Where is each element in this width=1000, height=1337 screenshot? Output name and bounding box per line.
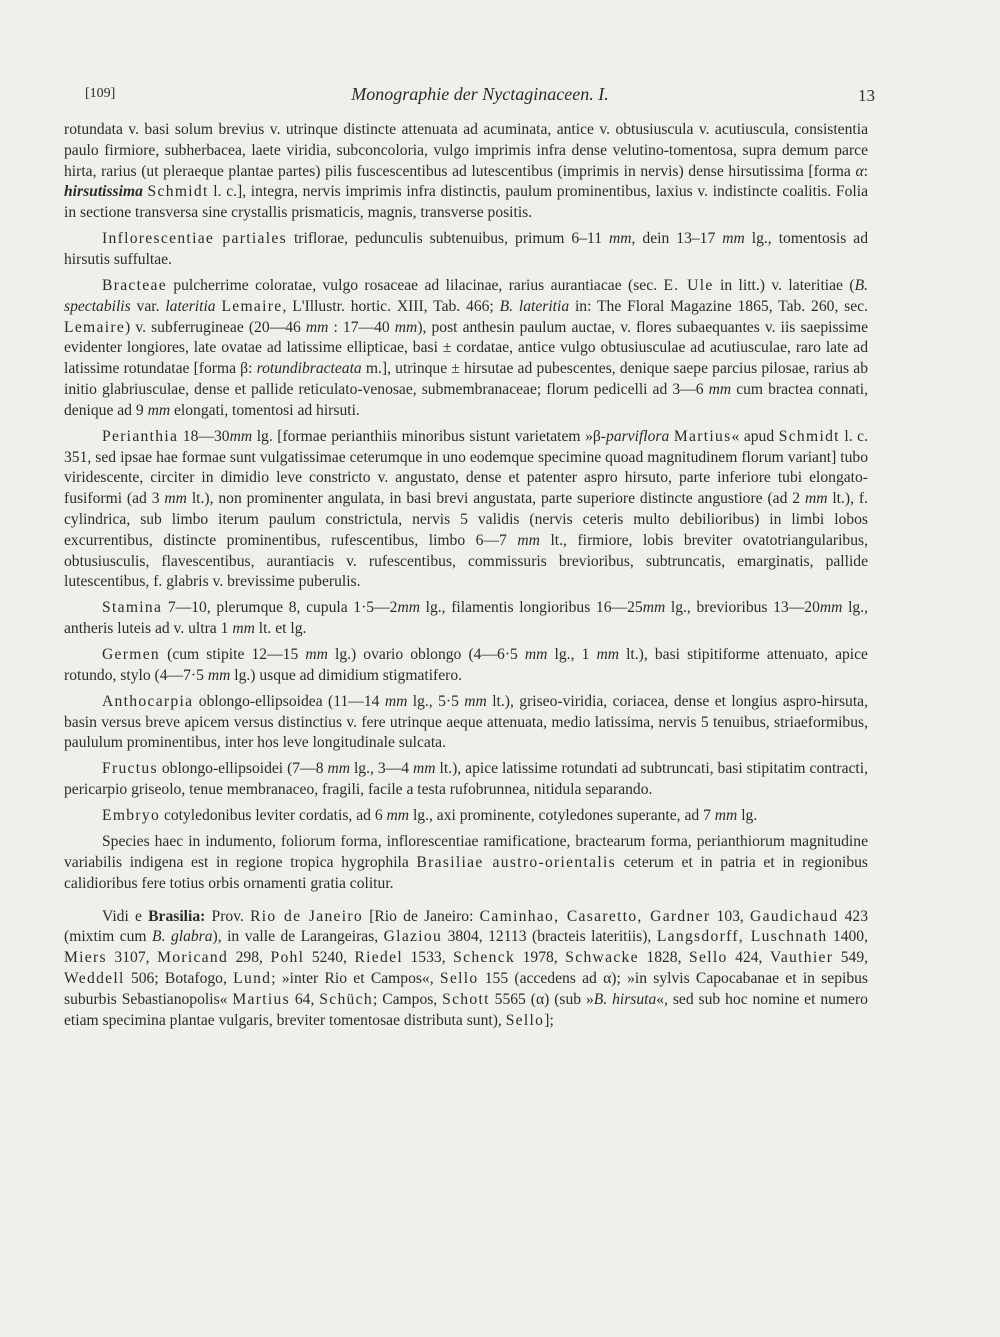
collector-name: Sello xyxy=(439,969,479,987)
collector-name: Langsdorff, Luschnath xyxy=(656,928,828,946)
unit: mm xyxy=(413,760,436,778)
text-run: 424, xyxy=(727,949,770,967)
collector-name: Schüch xyxy=(319,990,373,1008)
author-name: Schmidt xyxy=(147,183,209,201)
running-title: Monographie der Nyctaginaceen. I. xyxy=(351,84,609,104)
text-run: lt.), non prominenter angulata, in basi brevi angustata, parte superiore distincte angustiore (ad 2 xyxy=(186,490,805,508)
text-run: ), post anthesin paulum auctae, v. flores subaequantes v. iis saepissime evidenter longiores, late ovatae ad latissime ellipticae, basi ± cordatae, antice vulgo obtusiusculae ad acutiusculae, raro late ad latissime rotundatae [forma β: xyxy=(64,318,869,378)
text-run: 298, xyxy=(228,949,271,967)
text-run: Species haec in indumento, foliorum forma, inflorescentiae ramificatione, bractearum forma, perianthiorum magnitudine variabilis indigena est in regione tropica hygrophila xyxy=(64,833,868,871)
unit: mm xyxy=(524,646,548,664)
unit: mm xyxy=(596,646,619,664)
region-name: Brasiliae austro-orientalis xyxy=(416,853,616,871)
text-run: 3107, xyxy=(106,949,158,967)
text-run: rotundata v. basi solum brevius v. utrinque distincte attenuata ad acuminata, antice v. obtusiuscula v. acutiuscula, consistentia paulo firmiore, subherbacea, laete viridia, subconcoloria, vulgo imprimis infra dense velutino-tomentosa, supra demum parce hirta, rarius (ut pleraeque plantae partes) pilis fuscescentibus ad lutescentibus (imprimis in nervis) dense hirsutissima [forma xyxy=(64,121,868,180)
collector-name: Schenck xyxy=(453,949,516,967)
text-run: lg.) usque ad dimidium stigmatifero. xyxy=(230,666,463,684)
text-run: 3804, 12113 (bracteis lateritiis), xyxy=(442,928,657,946)
collector-name: Caminhao, Casaretto, Gardner xyxy=(479,907,711,925)
text-run: , L'Illustr. hortic. XIII, Tab. 466; xyxy=(282,297,500,315)
text-run: oblongo-ellipsoidei (7—8 xyxy=(157,760,328,778)
text-run: 7—10, plerumque 8, cupula 1·5—2 xyxy=(162,599,398,617)
text-run: «, sed sub hoc nomine et numero etiam specimina plantae vulgaris, breviter tomentosae distributa sunt), xyxy=(64,990,868,1029)
text-run: ), in valle de Larangeiras, xyxy=(212,928,384,946)
text-run: 1828, xyxy=(638,949,690,967)
text-run: 155 (accedens ad α); »in sylvis Capocabanae et in sepibus suburbis Sebastianopolis« xyxy=(64,969,869,1008)
paragraph-fruit xyxy=(64,759,868,801)
collector-name: Schott xyxy=(442,990,490,1008)
author-name: Lemaire xyxy=(221,297,283,315)
text-run: ; Campos, xyxy=(372,990,443,1008)
collector-name: Lund xyxy=(233,969,272,987)
text-run: (cum stipite 12—15 xyxy=(160,646,306,664)
unit: mm xyxy=(327,760,350,778)
unit: mm xyxy=(464,692,487,710)
text-run: lt., firmiore, lobis breviter ovatotriangularibus, obtusiusculis, flavescentibus, aurantiacis v. rufescentibus, commissuris brevioribus, subtruncatis, emarginatis, pallide lutescentibus, f. glabris v. brevissime puberulis. xyxy=(64,531,868,591)
text-run: ]; xyxy=(544,1011,554,1029)
paragraph-stamens xyxy=(64,598,868,640)
page-number: 13 xyxy=(858,86,875,105)
text-run: [Rio de Janeiro: xyxy=(363,907,480,925)
author-name: E. Ule xyxy=(663,276,714,294)
unit: mm xyxy=(305,318,329,336)
text-run: : 17—40 xyxy=(328,318,395,336)
text-run: l. c. 351, sed ipsae hae formae sunt vulgatissimae ceterumque in uno eodemque specimine quoad magnitudinem florum variant] tubo viridescente, circiter in dimidio leve constricto v. angustato, dense et patenter aspro hirsuto, parte inferiore tubi elongato-fusiformi (ad 3 xyxy=(64,427,869,508)
unit: mm xyxy=(164,490,187,508)
text-run: lg.) ovario oblongo (4—6·5 xyxy=(327,646,525,664)
unit: mm xyxy=(819,599,843,617)
section-term: Germen xyxy=(102,646,161,664)
collector-name: Gaudichaud xyxy=(750,907,839,925)
body-text xyxy=(64,120,868,1037)
unit: mm xyxy=(609,230,632,248)
unit: mm xyxy=(708,380,732,398)
text-run: 5565 (α) (sub » xyxy=(489,990,594,1008)
collector-name: Martius xyxy=(232,990,290,1008)
unit: mm xyxy=(642,599,666,617)
text-run: lg. xyxy=(737,807,758,825)
section-term: Bracteae xyxy=(102,276,167,294)
text-run: ) v. subferrugineae (20—46 xyxy=(125,318,306,336)
text-run: lt.), basi stipitiforme attenuato, apice rotundo, stylo (4—7·5 xyxy=(64,646,868,684)
text-run: « apud xyxy=(731,427,779,445)
unit: mm xyxy=(232,620,255,638)
taxon-name: lateritia xyxy=(165,297,216,315)
unit: mm xyxy=(714,807,738,825)
text-run: 5240, xyxy=(304,949,355,967)
author-name: Martius xyxy=(673,427,732,445)
collector-name: Vauthier xyxy=(769,949,834,967)
collector-name: Pohl xyxy=(270,949,305,967)
text-run: Prov. xyxy=(205,907,251,925)
text-run: 506; Botafogo, xyxy=(124,969,234,987)
collector-name: Riedel xyxy=(354,949,403,967)
unit: mm xyxy=(804,490,828,508)
text-run: lg., axi prominente, cotyledones superante, ad 7 xyxy=(409,807,715,825)
text-run: lg., 3—4 xyxy=(350,760,414,778)
taxon-name: B. spectabilis xyxy=(64,276,869,315)
form-name: hirsutissima xyxy=(64,183,143,201)
text-run: lg., tomentosis ad hirsutis suffultae. xyxy=(64,230,868,268)
province-name: Rio de Janeiro xyxy=(250,907,363,925)
text-run: 1400, xyxy=(827,928,868,946)
paragraph-perianth xyxy=(64,427,868,593)
page-reference: [109] xyxy=(85,86,116,101)
collector-name: Schwacke xyxy=(565,949,639,967)
taxon-name: parviflora xyxy=(606,427,670,445)
collector-name: Sello xyxy=(505,1011,545,1029)
unit: mm xyxy=(207,666,231,684)
text-run: : xyxy=(863,162,868,180)
text-run: lg., 1 xyxy=(547,646,597,664)
running-header xyxy=(85,84,875,110)
unit: mm xyxy=(722,230,745,248)
section-term: Perianthia xyxy=(102,427,179,445)
text-run: in litt.) v. lateritiae ( xyxy=(713,276,855,294)
country-name: Brasilia: xyxy=(148,907,206,925)
taxon-name: B. lateritia xyxy=(499,297,570,315)
greek-letter: α xyxy=(855,162,864,180)
collector-name: Sello xyxy=(689,949,728,967)
section-term: Stamina xyxy=(102,599,163,617)
section-term: Embryo xyxy=(102,807,161,825)
paragraph-embryo xyxy=(64,806,868,827)
text-run: Vidi e xyxy=(102,907,149,925)
text-run: triflorae, pedunculis subtenuibus, primum 6–11 xyxy=(286,230,609,248)
author-name: Schmidt xyxy=(778,427,840,445)
unit: mm xyxy=(386,807,410,825)
paragraph-bracts xyxy=(64,276,868,422)
collector-name: Moricand xyxy=(157,949,229,967)
text-run: 1533, xyxy=(402,949,454,967)
taxon-name: B. hirsuta xyxy=(593,990,657,1008)
paragraph-anthocarp xyxy=(64,692,868,754)
text-run: lt. et lg. xyxy=(254,620,307,638)
paragraph-leaf-description xyxy=(64,120,868,224)
text-run: m.], utrinque ± hirsutae ad pubescentes, denique saepe parcius pilosae, rarius ab initio glabriusculae, dense et pallide reticulato-venosae, submembranaceae; florum pedicelli ad 3—6 xyxy=(64,360,868,398)
text-run: 18—30 xyxy=(178,427,230,445)
text-run: lg., antheris luteis ad v. ultra 1 xyxy=(64,599,869,638)
text-run: lg. [formae perianthiis minoribus sistunt varietatem »β- xyxy=(252,427,607,445)
text-run: oblongo-ellipsoidea (11—14 xyxy=(193,692,385,710)
text-run: lt.), f. cylindrica, sub limbo iterum paulum constrictula, nervis 5 validis (nervis ceteris multo debilioribus) in limbi lobos excurrentibus, distincte prominentibus, rufescentibus, limbo 6—7 xyxy=(64,490,868,549)
text-run: ; »inter Rio et Campos«, xyxy=(271,969,440,987)
unit: mm xyxy=(517,531,540,549)
section-term: Anthocarpia xyxy=(102,692,194,710)
text-run: cum bractea connati, denique ad 9 xyxy=(64,380,868,419)
text-run: var. xyxy=(130,297,166,315)
collector-name: Miers xyxy=(64,949,107,967)
unit: mm xyxy=(305,646,328,664)
section-term: Fructus xyxy=(102,760,158,778)
text-run: lt.), apice latissime rotundati ad subtruncati, basi stipitatim contracti, pericarpio griseolo, tenue membranaceo, fragili, facile a testa rufobrunnea, nitidula separando. xyxy=(64,760,868,799)
collector-name: Weddell xyxy=(64,969,125,987)
paragraph-inflorescence xyxy=(64,229,868,271)
text-run: 1978, xyxy=(515,949,566,967)
text-run: lt.), griseo-viridia, coriacea, dense et longius aspro-hirsuta, basin versus breve apicem versus distinctius v. fere utrinque aeque attenuata, medio latissima, nervis 5 tenuibus, striaeformibus, paululum prominentibus, inter hos leve longitudinale sulcata. xyxy=(64,692,869,752)
text-run: cotyledonibus leviter cordatis, ad 6 xyxy=(160,807,387,825)
text-run: lg., 5·5 xyxy=(407,692,465,710)
author-name: Lemaire xyxy=(64,318,126,336)
text-run: pulcherrime coloratae, vulgo rosaceae ad lilacinae, rarius aurantiacae (sec. xyxy=(166,276,664,294)
text-run: in: The Floral Magazine 1865, Tab. 260, sec. xyxy=(569,297,868,315)
paragraph-ovary xyxy=(64,645,868,687)
unit: mm xyxy=(397,599,420,617)
text-run: lg., filamentis longioribus 16—25 xyxy=(420,599,643,617)
text-run: elongati, tomentosi ad hirsuti. xyxy=(170,401,360,419)
taxon-name: B. glabra xyxy=(152,928,213,946)
text-run: ceterum et in patria et in regionibus calidioribus fere totius orbis ornamenti gratia colitur. xyxy=(64,853,868,892)
unit: mm xyxy=(147,401,171,419)
paragraph-specimens xyxy=(64,907,868,1032)
text-run: 549, xyxy=(833,949,869,967)
unit: mm xyxy=(394,318,418,336)
form-name: rotundibracteata xyxy=(256,360,362,378)
unit: mm xyxy=(384,692,408,710)
paragraph-distribution xyxy=(64,832,868,894)
unit: mm xyxy=(229,427,253,445)
text-run: 64, xyxy=(289,990,320,1008)
section-term: Inflorescentiae partiales xyxy=(102,230,287,248)
text-run: l. c.], integra, nervis imprimis infra distinctis, paulum prominentibus, laxius v. indistincte coalitis. Folia in sectione transversa sine crystallis prismaticis, magnis, transverse positis. xyxy=(64,183,868,222)
text-run: , dein 13–17 xyxy=(631,230,723,248)
text-run: 423 (mixtim cum xyxy=(64,907,868,946)
collector-name: Glaziou xyxy=(383,928,443,946)
text-run: lg., brevioribus 13—20 xyxy=(665,599,820,617)
text-run: 103, xyxy=(710,907,751,925)
